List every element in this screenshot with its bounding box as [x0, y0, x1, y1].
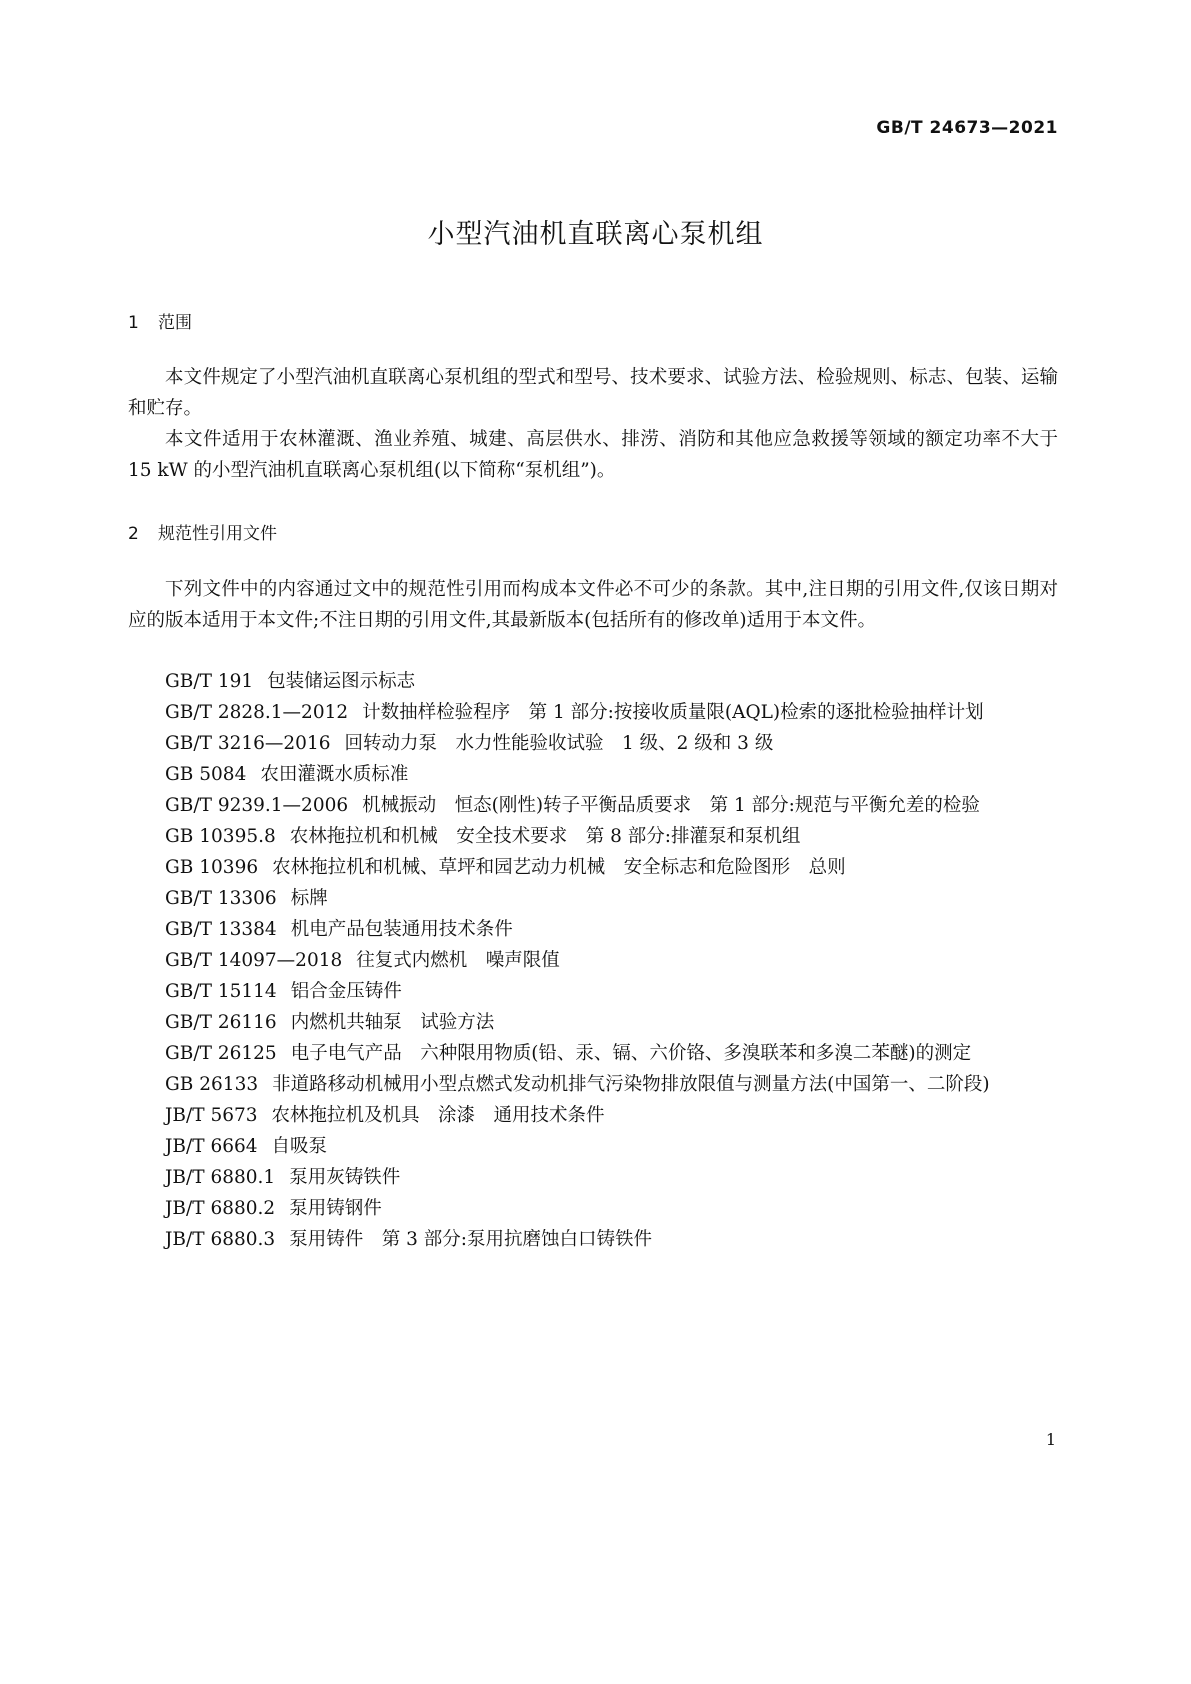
reference-code: GB/T 15114 — [165, 981, 277, 1002]
reference-item — [128, 976, 1058, 1007]
reference-title: 泵用铸钢件 — [289, 1198, 382, 1219]
reference-code: GB/T 2828.1—2012 — [165, 702, 349, 723]
reference-item — [128, 1100, 1058, 1131]
reference-item — [128, 728, 1058, 759]
reference-title: 电子电气产品 六种限用物质(铅、汞、镉、六价铬、多溴联苯和多溴二苯醚)的测定 — [290, 1043, 972, 1064]
reference-title: 标牌 — [290, 888, 328, 909]
reference-title: 机械振动 恒态(刚性)转子平衡品质要求 第 1 部分:规范与平衡允差的检验 — [362, 795, 980, 816]
reference-item — [128, 697, 1058, 728]
reference-code: GB/T 191 — [165, 671, 254, 692]
reference-item — [128, 914, 1058, 945]
reference-title: 泵用灰铸铁件 — [289, 1167, 401, 1188]
reference-item — [128, 1131, 1058, 1162]
reference-item — [128, 852, 1058, 883]
references-intro-paragraph: 下列文件中的内容通过文中的规范性引用而构成本文件必不可少的条款。其中,注日期的引用文件,仅该日期对应的版本适用于本文件;不注日期的引用文件,其最新版本(包括所有的修改单)适用于本文件。 — [128, 579, 1058, 631]
reference-item — [128, 1224, 1058, 1255]
reference-code: GB/T 3216—2016 — [165, 733, 331, 754]
reference-code: GB/T 9239.1—2006 — [165, 795, 349, 816]
reference-title: 回转动力泵 水力性能验收试验 1 级、2 级和 3 级 — [344, 733, 774, 754]
reference-code: JB/T 6880.2 — [165, 1198, 276, 1219]
reference-title: 机电产品包装通用技术条件 — [290, 919, 513, 940]
section-heading-normative-references — [128, 519, 277, 544]
standard-code: GB/T 24673—2021 — [876, 118, 1058, 138]
reference-title: 泵用铸件 第 3 部分:泵用抗磨蚀白口铸铁件 — [289, 1229, 652, 1250]
section-title: 范围 — [158, 313, 192, 333]
reference-code: JB/T 6880.1 — [165, 1167, 276, 1188]
reference-item — [128, 883, 1058, 914]
reference-code: GB/T 26116 — [165, 1012, 277, 1033]
reference-title: 农林拖拉机和机械 安全技术要求 第 8 部分:排灌泵和泵机组 — [289, 826, 801, 847]
section-heading-scope — [128, 308, 192, 333]
scope-paragraph-2: 本文件适用于农林灌溉、渔业养殖、城建、高层供水、排涝、消防和其他应急救援等领域的额定功率不大于 15 kW 的小型汽油机直联离心泵机组(以下简称“泵机组”)。 — [128, 429, 1058, 481]
reference-code: GB/T 26125 — [165, 1043, 277, 1064]
reference-code: GB/T 14097—2018 — [165, 950, 343, 971]
document-title: 小型汽油机直联离心泵机组 — [427, 219, 764, 250]
reference-title: 非道路移动机械用小型点燃式发动机排气污染物排放限值与测量方法(中国第一、二阶段) — [272, 1074, 990, 1095]
reference-title: 往复式内燃机 噪声限值 — [356, 950, 560, 971]
reference-title: 内燃机共轴泵 试验方法 — [290, 1012, 495, 1033]
reference-item — [128, 821, 1058, 852]
reference-item — [128, 945, 1058, 976]
page-number: 1 — [1045, 1430, 1056, 1449]
scope-paragraph-1: 本文件规定了小型汽油机直联离心泵机组的型式和型号、技术要求、试验方法、检验规则、标志、包装、运输和贮存。 — [128, 367, 1058, 419]
reference-code: GB 10396 — [165, 857, 259, 878]
reference-title: 计数抽样检验程序 第 1 部分:按接收质量限(AQL)检索的逐批检验抽样计划 — [362, 702, 984, 723]
reference-code: JB/T 6664 — [165, 1136, 258, 1157]
reference-title: 铝合金压铸件 — [290, 981, 402, 1002]
reference-title: 农田灌溉水质标准 — [260, 764, 409, 785]
section-number: 1 — [128, 313, 139, 333]
reference-title: 包装储运图示标志 — [267, 671, 416, 692]
section-number: 2 — [128, 524, 139, 544]
reference-item — [128, 1193, 1058, 1224]
reference-item — [128, 1038, 1058, 1069]
reference-item — [128, 790, 1058, 821]
reference-item — [128, 666, 1058, 697]
reference-list — [128, 666, 1058, 1255]
reference-item — [128, 1162, 1058, 1193]
reference-code: GB 10395.8 — [165, 826, 276, 847]
reference-item — [128, 1007, 1058, 1038]
section-title: 规范性引用文件 — [158, 524, 277, 544]
reference-code: GB 26133 — [165, 1074, 259, 1095]
reference-code: JB/T 5673 — [165, 1105, 258, 1126]
reference-item — [128, 1069, 1058, 1100]
reference-title: 自吸泵 — [271, 1136, 328, 1157]
reference-code: JB/T 6880.3 — [165, 1229, 276, 1250]
reference-item — [128, 759, 1058, 790]
reference-code: GB/T 13306 — [165, 888, 277, 909]
reference-code: GB/T 13384 — [165, 919, 277, 940]
reference-title: 农林拖拉机和机械、草坪和园艺动力机械 安全标志和危险图形 总则 — [272, 857, 846, 878]
reference-code: GB 5084 — [165, 764, 247, 785]
reference-title: 农林拖拉机及机具 涂漆 通用技术条件 — [271, 1105, 605, 1126]
